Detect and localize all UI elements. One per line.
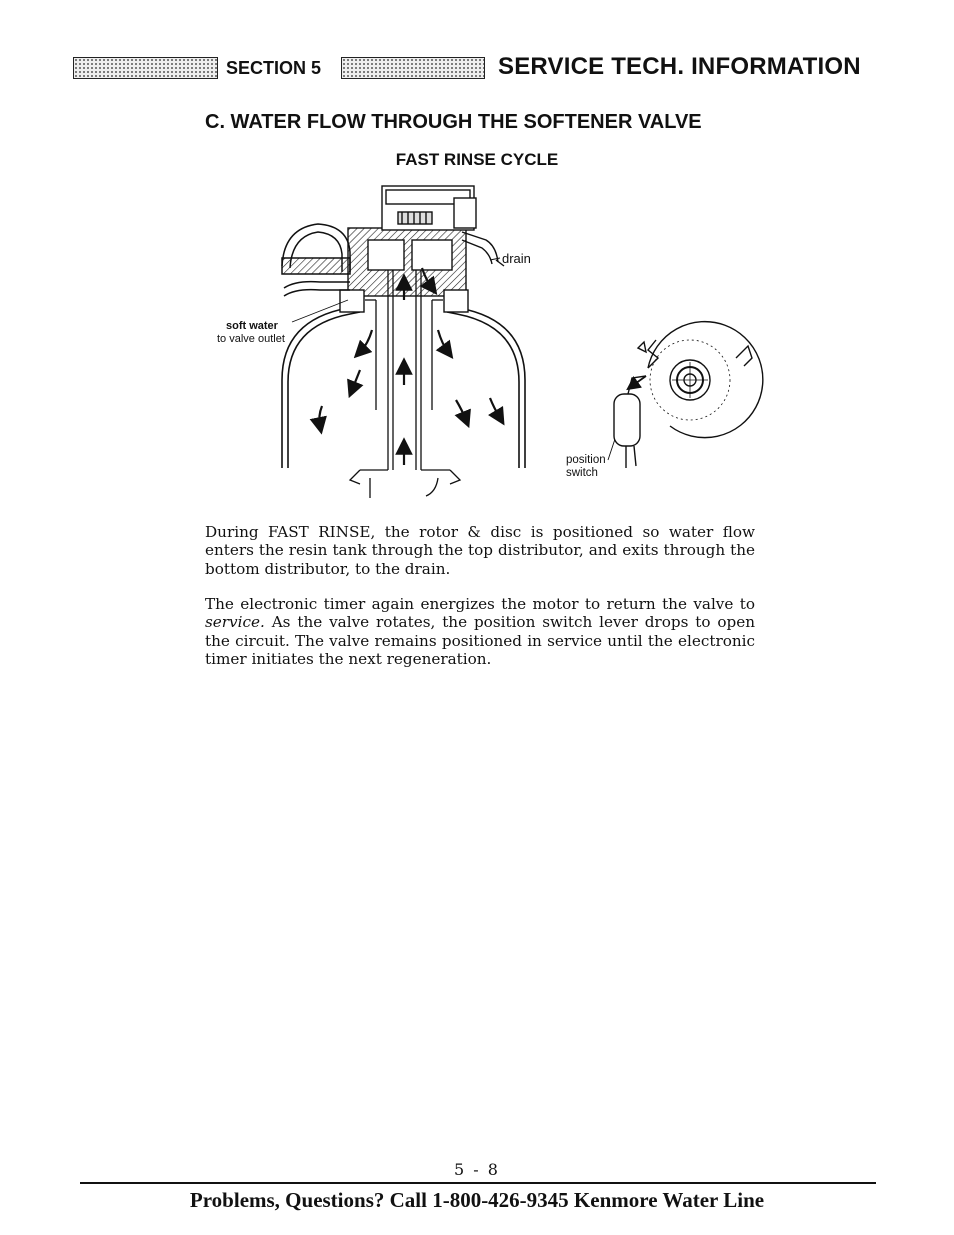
rotor-disc [638,322,763,438]
service-emphasis: service. [205,613,265,632]
page-number: 5 - 8 [454,1160,500,1179]
cycle-subheading: FAST RINSE CYCLE [395,150,559,169]
drain-fitting [462,232,504,266]
valve-diagram-svg [200,180,780,510]
paragraph-return-service [205,595,755,669]
paragraph-rest: As the valve rotates, the position switch lever drops to open the circuit. The valve remains positioned in service until the electronic timer initiates the next regeneration. [205,613,756,669]
header-pattern-bar-right [341,57,485,79]
bypass-fitting [282,224,350,296]
position-switch [614,376,646,468]
valve-body [340,186,476,312]
switch-label: switch [566,467,598,479]
footer-rule [80,1182,876,1184]
paragraph-lead: The electronic timer again energizes the motor to return the valve to [205,595,755,613]
drain-label: drain [502,251,531,266]
section-label: SECTION 5 [226,58,322,78]
soft-water-label: soft water [226,320,278,332]
paragraph-fast-rinse: During FAST RINSE, the rotor & disc is positioned so water flow enters the resin tank through the top distributor, and exits through the bottom distributor, to the drain. [205,523,755,578]
section-title: SERVICE TECH. INFORMATION [498,53,861,80]
fast-rinse-diagram [200,180,780,510]
footer-helpline: Problems, Questions? Call 1-800-426-9345 Kenmore Water Line [189,1188,765,1212]
header-pattern-bar-left [73,57,218,79]
bottom-distributor [350,470,460,498]
resin-tank [282,306,525,468]
page-heading: C. WATER FLOW THROUGH THE SOFTENER VALVE [205,111,702,133]
valve-outlet-label: to valve outlet [217,333,285,345]
position-label: position [566,454,606,466]
